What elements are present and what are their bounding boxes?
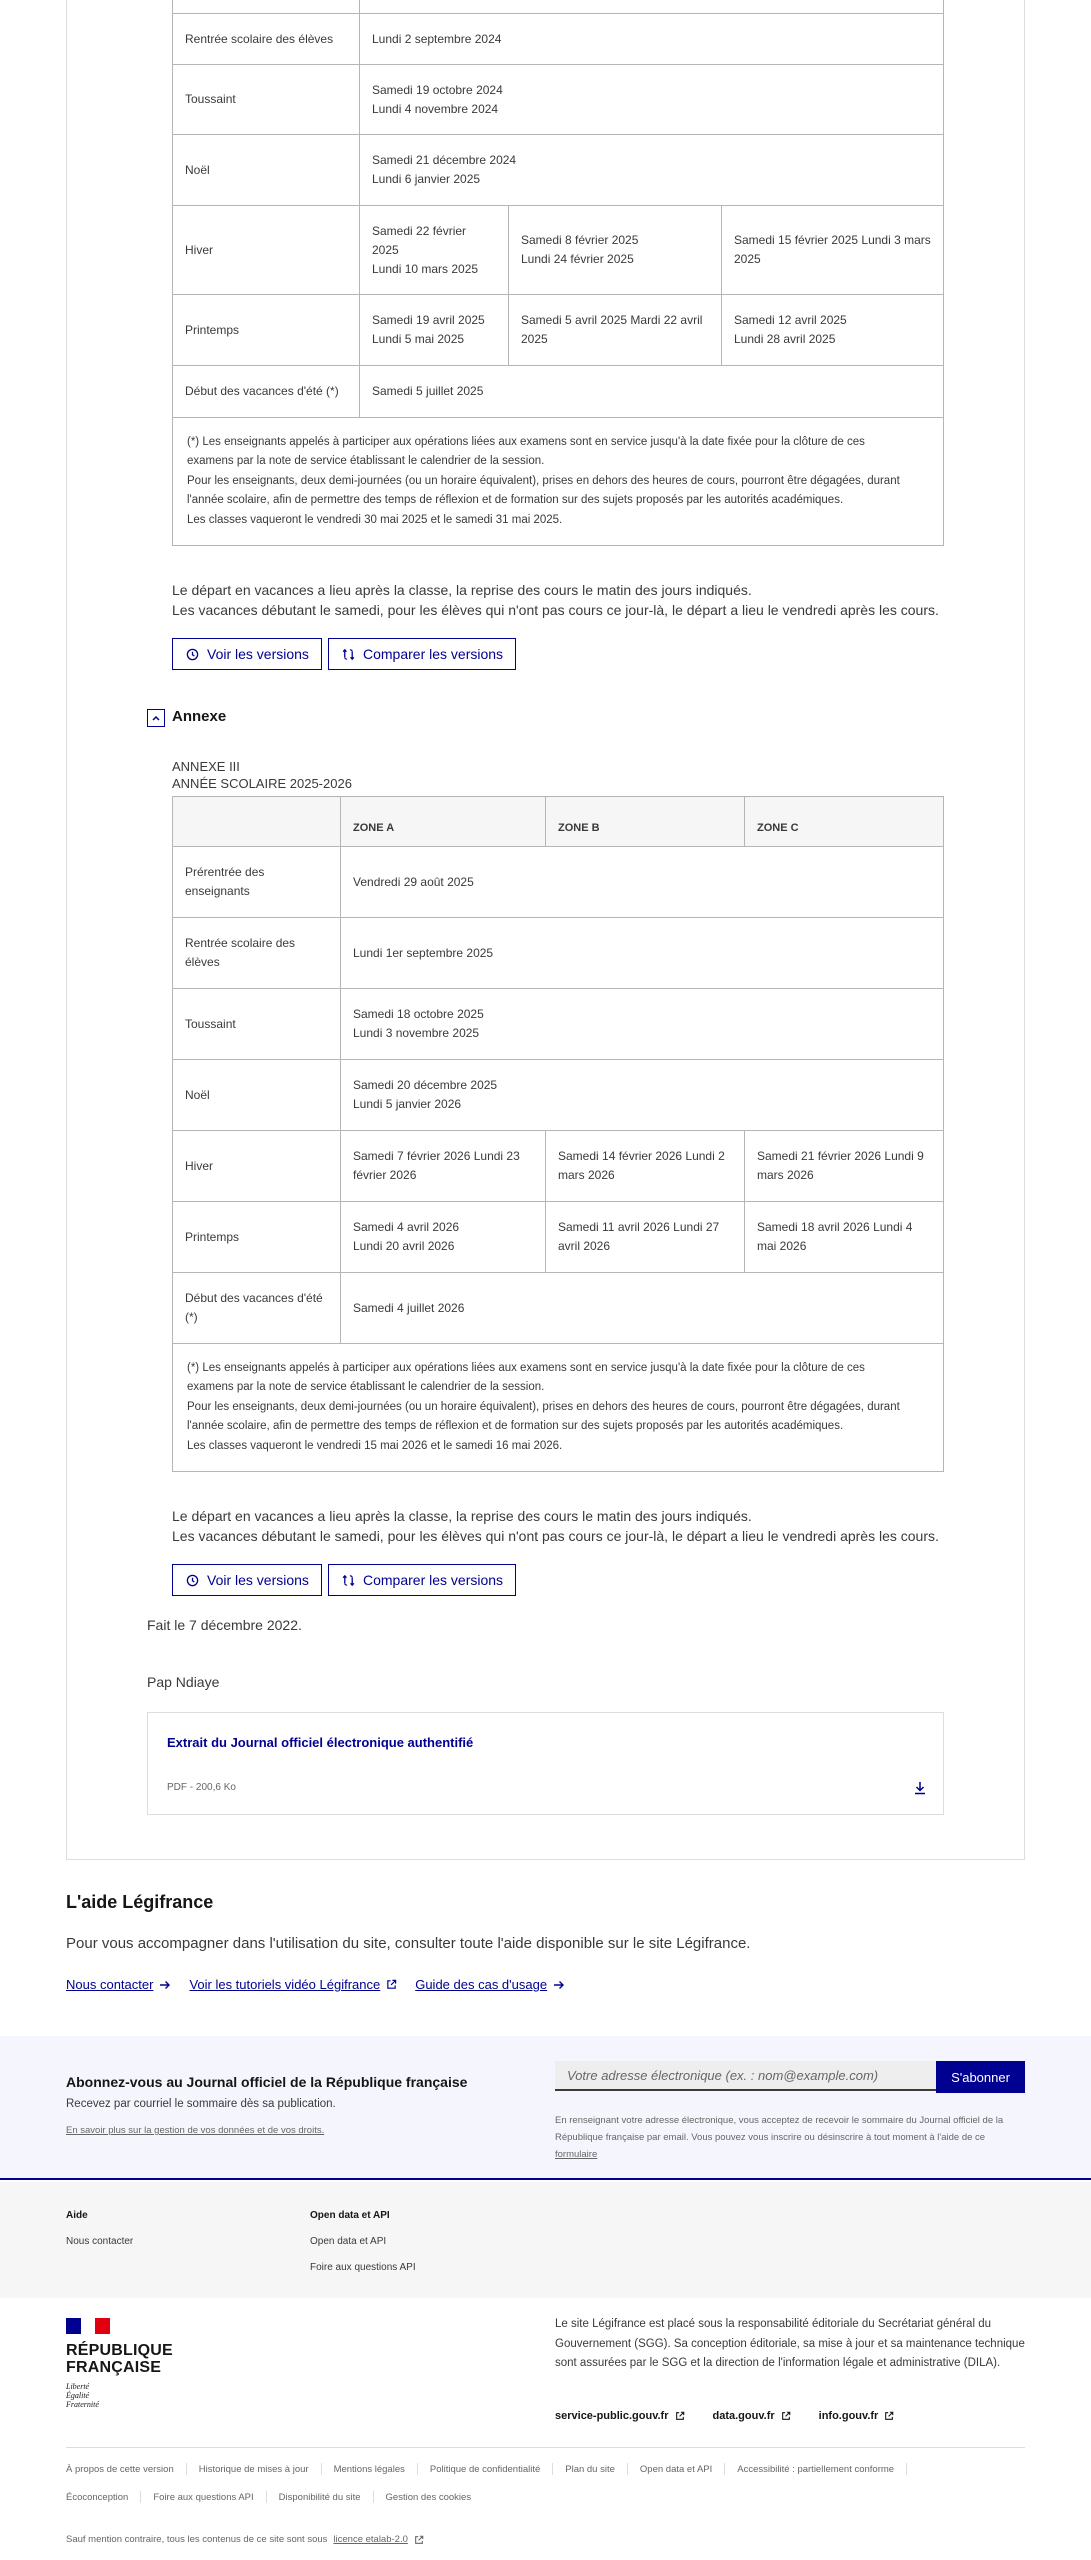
footer-divider bbox=[66, 2447, 1025, 2448]
licence-link[interactable]: licence etalab-2.0 bbox=[333, 2534, 408, 2545]
view-versions-button[interactable]: Voir les versions bbox=[172, 1564, 322, 1596]
aide-links bbox=[66, 1977, 565, 1992]
compare-icon bbox=[341, 647, 355, 661]
departure-note: Le départ en vacances a lieu après la classe, la reprise des cours le matin des jours indiqués. Les vacances débutant le samedi, pour les élèves qui n'ont pas cours ce jour-là, le départ a lieu le vendredi après les cours. bbox=[172, 582, 939, 618]
table-row: Hiver Samedi 7 février 2026 Lundi 23 février 2026 Samedi 14 février 2026 Lundi 2 mars 2026 Samedi 21 février 2026 Lundi 9 mars 2026 bbox=[173, 1131, 944, 1202]
external-link-icon bbox=[386, 1979, 397, 1990]
footer-bottom-links-2 bbox=[66, 2491, 471, 2503]
row-label: Rentrée scolaire des élèves bbox=[173, 918, 341, 989]
calendar-table-2024 bbox=[172, 0, 944, 546]
table-note-row bbox=[173, 418, 944, 546]
download-card[interactable] bbox=[147, 1712, 944, 1815]
footer-links-band bbox=[0, 2182, 1091, 2298]
aide-title: L'aide Légifrance bbox=[66, 1892, 214, 1912]
annexe-title[interactable]: Annexe bbox=[172, 708, 227, 725]
licence-notice: Sauf mention contraire, tous les contenus de ce site sont sous licence etalab-2.0 bbox=[66, 2534, 424, 2545]
row-label: Début des vacances d'été (*) bbox=[173, 1273, 341, 1344]
table-row: Noël Samedi 20 décembre 2025 Lundi 5 janvier 2026 bbox=[173, 1060, 944, 1131]
ecodesign-link[interactable]: Écoconception bbox=[66, 2491, 129, 2503]
arrow-right-icon bbox=[159, 1980, 171, 1990]
download-meta: PDF - 200,6 Ko bbox=[167, 1782, 236, 1793]
footer-description: Le site Légifrance est placé sous la responsabilité éditoriale du Secrétariat général du Gouvernement (SGG). Sa conception éditoriale, sa mise à jour et sa maintenance technique sont assurées par le SGG et la direction de l'information légale et administrative (DILA). bbox=[555, 2318, 1025, 2369]
row-label: Hiver bbox=[173, 1131, 341, 1202]
table-row: Printemps Samedi 4 avril 2026 Lundi 20 avril 2026 Samedi 11 avril 2026 Lundi 27 avril 2026 Samedi 18 avril 2026 Lundi 4 mai 2026 bbox=[173, 1202, 944, 1273]
row-label: Toussaint bbox=[173, 65, 360, 135]
newsletter-email-input[interactable]: Votre adresse électronique (ex. : nom@example.com) bbox=[555, 2061, 936, 2091]
contact-link[interactable]: Nous contacter bbox=[66, 1977, 171, 1992]
aide-column-title: Aide bbox=[66, 2210, 88, 2221]
external-link-icon bbox=[675, 2411, 685, 2421]
annexe-collapse-toggle[interactable] bbox=[147, 709, 165, 727]
compare-versions-button[interactable]: Comparer les versions bbox=[328, 638, 516, 670]
newsletter-legal: En renseignant votre adresse électronique, vous acceptez de recevoir le sommaire du Journal officiel de la République française par email. Vous pouvez vous inscrire ou désinscrire à tout moment à l'aide de ce formulaire bbox=[555, 2115, 1004, 2160]
data-gouv-link[interactable]: data.gouv.fr bbox=[713, 2410, 791, 2422]
service-public-link[interactable]: service-public.gouv.fr bbox=[555, 2410, 685, 2422]
table-row: Prérentrée des enseignants Vendredi 29 août 2025 bbox=[173, 847, 944, 918]
table-note: (*) Les enseignants appelés à participer aux opérations liées aux examens sont en service jusqu'à la date fixée pour la clôture de ces examens par la note de service établissant le calendrier de la session. Pour les enseignants, deux demi-journées (ou un horaire équivalent), prises en dehors des heures de cours, pourront être dégagées, durant l'année scolaire, afin de permettre des temps de réflexion et de formation sur des sujets proposés par les autorités académiques. Les classes vaqueront le vendredi 15 mai 2026 et le samedi 16 mai 2026. bbox=[173, 1344, 944, 1472]
about-version-link[interactable]: À propos de cette version bbox=[66, 2463, 174, 2475]
row-label: Printemps bbox=[173, 295, 360, 366]
row-label: Noël bbox=[173, 135, 360, 206]
sitemap-link[interactable]: Plan du site bbox=[565, 2463, 615, 2475]
external-link-icon bbox=[884, 2411, 894, 2421]
footer-contact-link[interactable]: Nous contacter bbox=[66, 2236, 134, 2247]
table-row: Toussaint Samedi 19 octobre 2024 Lundi 4 novembre 2024 bbox=[173, 65, 944, 135]
row-label: Noël bbox=[173, 1060, 341, 1131]
republique-francaise-logo[interactable]: RÉPUBLIQUE FRANÇAISE Liberté Égalité Fraternité bbox=[66, 2318, 173, 2409]
table-row: Hiver Samedi 22 février 2025 Lundi 10 mars 2025 Samedi 8 février 2025 Lundi 24 février 2025 Samedi 15 février 2025 Lundi 3 mars 2025 bbox=[173, 206, 944, 295]
newsletter-title: Abonnez-vous au Journal officiel de la République française bbox=[66, 2074, 468, 2090]
external-link-icon bbox=[781, 2411, 791, 2421]
table-row: Noël Samedi 21 décembre 2024 Lundi 6 janvier 2025 bbox=[173, 135, 944, 206]
subscribe-button[interactable]: S'abonner bbox=[936, 2061, 1025, 2093]
signature-name: Pap Ndiaye bbox=[147, 1674, 220, 1690]
clock-icon bbox=[185, 647, 199, 661]
row-label: Début des vacances d'été (*) bbox=[173, 366, 360, 418]
tutorials-link[interactable]: Voir les tutoriels vidéo Légifrance bbox=[189, 1977, 397, 1992]
privacy-policy-link[interactable]: Politique de confidentialité bbox=[429, 2463, 541, 2475]
info-gouv-link[interactable]: info.gouv.fr bbox=[819, 2410, 895, 2422]
flag-icon bbox=[66, 2318, 110, 2334]
availability-link[interactable]: Disponibilité du site bbox=[278, 2491, 361, 2503]
table-row: Toussaint Samedi 18 octobre 2025 Lundi 3 novembre 2025 bbox=[173, 989, 944, 1060]
row-label: Hiver bbox=[173, 206, 360, 295]
calendar-table-2025 bbox=[172, 796, 944, 1472]
table-header-row bbox=[173, 797, 944, 847]
table-note: (*) Les enseignants appelés à participer aux opérations liées aux examens sont en service jusqu'à la date fixée pour la clôture de ces examens par la note de service établissant le calendrier de la session. Pour les enseignants, deux demi-journées (ou un horaire équivalent), prises en dehors des heures de cours, pourront être dégagées, durant l'année scolaire, afin de permettre des temps de réflexion et de formation sur des sujets proposés par les autorités académiques. Les classes vaqueront le vendredi 30 mai 2025 et le samedi 31 mai 2025. bbox=[173, 418, 944, 546]
table-row: Printemps Samedi 19 avril 2025 Lundi 5 mai 2025 Samedi 5 avril 2025 Mardi 22 avril 2025 Samedi 12 avril 2025 Lundi 28 avril 2025 bbox=[173, 295, 944, 366]
table-row: Rentrée scolaire des élèves Lundi 2 septembre 2024 bbox=[173, 14, 944, 65]
form-link[interactable]: formulaire bbox=[555, 2149, 598, 2160]
row-label: Rentrée scolaire des élèves bbox=[173, 14, 360, 65]
row-label: Printemps bbox=[173, 1202, 341, 1273]
privacy-link[interactable]: En savoir plus sur la gestion de vos données et de vos droits. bbox=[66, 2125, 325, 2136]
update-history-link[interactable]: Historique de mises à jour bbox=[198, 2463, 309, 2475]
newsletter-section bbox=[0, 2036, 1091, 2180]
table-note-row bbox=[173, 1344, 944, 1472]
download-icon[interactable] bbox=[913, 1781, 927, 1800]
row-label: Toussaint bbox=[173, 989, 341, 1060]
cookies-link[interactable]: Gestion des cookies bbox=[385, 2491, 472, 2503]
annexe-heading: ANNEXE III ANNÉE SCOLAIRE 2025-2026 bbox=[172, 759, 352, 791]
legal-notice-link[interactable]: Mentions légales bbox=[333, 2463, 405, 2475]
accessibility-link[interactable]: Accessibilité : partiellement conforme bbox=[737, 2463, 895, 2475]
zone-c-header: ZONE C bbox=[745, 797, 944, 847]
row-label: Prérentrée des enseignants bbox=[173, 847, 341, 918]
zone-b-header: ZONE B bbox=[546, 797, 745, 847]
chevron-up-icon bbox=[151, 713, 161, 723]
use-cases-link[interactable]: Guide des cas d'usage bbox=[415, 1977, 565, 1992]
arrow-right-icon bbox=[553, 1980, 565, 1990]
clock-icon bbox=[185, 1573, 199, 1587]
table-row: Rentrée scolaire des élèves Lundi 1er septembre 2025 bbox=[173, 918, 944, 989]
external-link-icon bbox=[414, 2535, 424, 2545]
aide-text: Pour vous accompagner dans l'utilisation du site, consulter toute l'aide disponible sur le site Légifrance. bbox=[66, 1935, 751, 1952]
newsletter-subtitle: Recevez par courriel le sommaire dès sa publication. bbox=[66, 2098, 336, 2110]
compare-icon bbox=[341, 1573, 355, 1587]
footer-faq-api-link[interactable]: Foire aux questions API bbox=[310, 2262, 416, 2273]
footer-external-links bbox=[555, 2410, 894, 2422]
api-column-title: Open data et API bbox=[310, 2210, 390, 2221]
departure-note: Le départ en vacances a lieu après la classe, la reprise des cours le matin des jours indiqués. Les vacances débutant le samedi, pour les élèves qui n'ont pas cours ce jour-là, le départ a lieu le vendredi après les cours. bbox=[172, 1508, 939, 1544]
signature-date: Fait le 7 décembre 2022. bbox=[147, 1617, 302, 1633]
compare-versions-button[interactable]: Comparer les versions bbox=[328, 1564, 516, 1596]
devise: Liberté Égalité Fraternité bbox=[66, 2382, 99, 2409]
table-row: Début des vacances d'été (*) Samedi 5 juillet 2025 bbox=[173, 366, 944, 418]
opendata-bottom-link[interactable]: Open data et API bbox=[639, 2463, 713, 2475]
zone-a-header: ZONE A bbox=[341, 797, 546, 847]
footer-opendata-link[interactable]: Open data et API bbox=[310, 2236, 387, 2247]
view-versions-button[interactable]: Voir les versions bbox=[172, 638, 322, 670]
download-title[interactable]: Extrait du Journal officiel électronique authentifié bbox=[167, 1735, 474, 1750]
table-row: Début des vacances d'été (*) Samedi 4 juillet 2026 bbox=[173, 1273, 944, 1344]
faq-api-bottom-link[interactable]: Foire aux questions API bbox=[153, 2491, 254, 2503]
footer-bottom-links bbox=[66, 2463, 919, 2475]
